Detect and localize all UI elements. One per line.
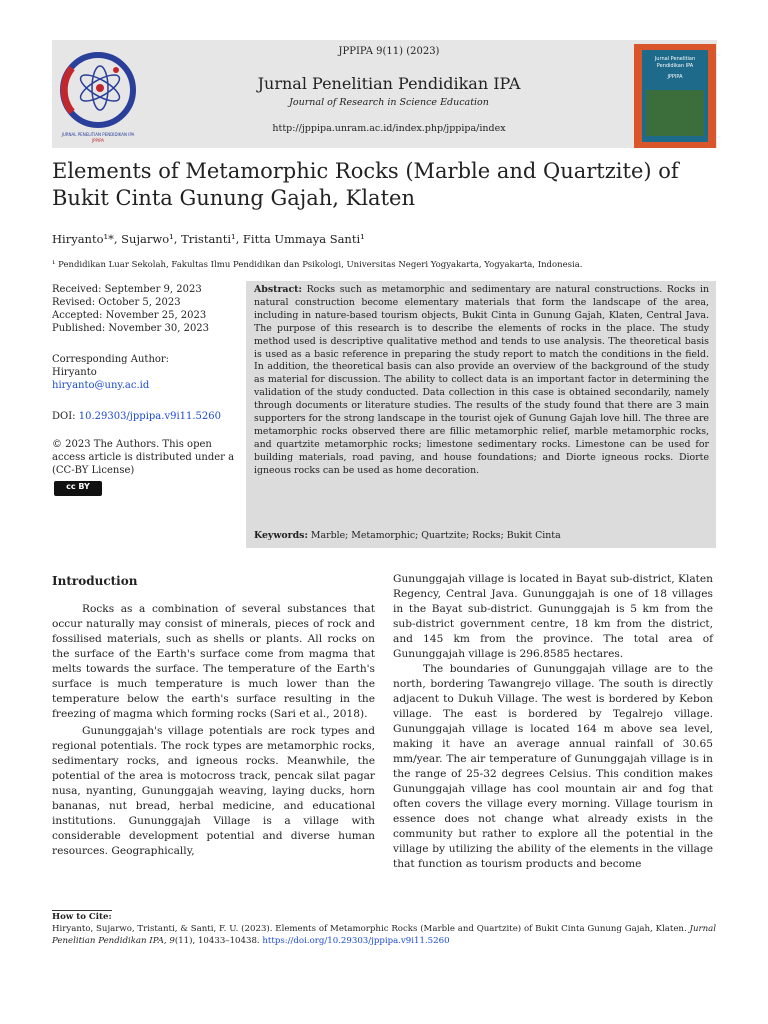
abstract-body: Rocks such as metamorphic and sedimentary are natural constructions. Rocks in natural construction become elementary materials that form the landscape of the area, including in nature-based tourism objects, Bukit Cinta in Gunung Gajah, Klaten, Central Java. The purpose of this research is to describe the elements of rocks in the place. The study method used is descriptive qualitative method and tends to use analysis. The theoretical basis is used as a basic reference in preparing the study report to match the conditions in the field. In addition, the theoretical basis can also provide an overview of the background of the study as material for discussion. The ability to collect data is an important factor in determining the validation of the study conducted. Data collection in this case is obtained secondarily, namely through documents or literature studies. The results of the study found that there are 3 main supporters for the strong landscape in the tourist ojek of Gunung Gajah love hill. The three are metamorphic rocks observed there are fillic metamorphic relief, marble metamorphic rocks, and quartzite metamorphic rocks; limestone sedimentary rocks. Limestone can be used for building materials, road paving, and house foundations; and Diorte igneous rocks. Diorte igneous rocks can be used as home decoration. <box>254 284 709 476</box>
paragraph: Gununggajah village is located in Bayat sub-district, Klaten Regency, Central Java. Gununggajah is one of 18 villages in the Bayat sub-district. Gununggajah is 5 km from the sub-district government centre, 18 km from the district, and 145 km from the province. The total area of Gununggajah village is 296.8585 hectares. <box>393 573 713 660</box>
received-date: Received: September 9, 2023 <box>52 284 202 295</box>
cover-sub: JPPIPA <box>667 74 683 80</box>
cite-doi-link[interactable]: https://doi.org/10.29303/jppipa.v9i11.5260 <box>262 936 450 946</box>
cite-text: Hiryanto, Sujarwo, Tristanti, & Santi, F. U. (2023). Elements of Metamorphic Rocks (Marble and Quartzite) of Bukit Cinta Gunung Gajah, Klaten. <box>52 924 690 934</box>
journal-subtitle: Journal of Research in Science Education <box>289 97 489 108</box>
keywords-list: Marble; Metamorphic; Quartzite; Rocks; Bukit Cinta <box>307 530 561 541</box>
corresponding-email-link[interactable]: hiryanto@uny.ac.id <box>52 380 150 391</box>
how-to-cite <box>52 911 716 947</box>
accepted-date: Accepted: November 25, 2023 <box>52 310 207 321</box>
cite-journal: Jurnal Penelitian Pendidikan IPA, 9 <box>52 924 716 946</box>
keywords <box>254 530 561 541</box>
journal-volume: JPPIPA 9(11) (2023) <box>338 46 440 57</box>
published-date: Published: November 30, 2023 <box>52 323 210 334</box>
cover-title: Jurnal Penelitian Pendidikan IPA <box>654 56 696 69</box>
cover-photo <box>646 90 704 136</box>
svg-text:JURNAL PENELITIAN PENDIDIKAN I: JURNAL PENELITIAN PENDIDIKAN IPA <box>61 132 135 137</box>
journal-cover <box>634 44 716 148</box>
doi-link[interactable]: 10.29303/jppipa.v9i11.5260 <box>78 411 222 422</box>
journal-name: Jurnal Penelitian Pendidikan IPA <box>257 74 521 93</box>
abstract-label: Abstract: <box>254 284 302 295</box>
body-column-left <box>52 602 375 859</box>
paragraph: The boundaries of Gununggajah village are to the north, bordering Tawangrejo village. The south is directly adjacent to Dukuh Village. The west is bordered by Kebon village. The east is bordered by Tegalrejo village. Gununggajah village is located 164 m above sea level, making it have an average annual rainfall of 30.65 mm/year. The air temperature of Gununggajah village is in the range of 25-32 degrees Celsius. This condition makes Gununggajah village has cool mountain air and fog that often covers the village every morning. Village tourism in essence does not change what already exists in the community but rather to explore all the potential in the village by utilizing the ability of the elements in the village that function as tourism products and become <box>393 663 713 870</box>
paragraph: Rocks as a combination of several substances that occur naturally may consist of minerals, pieces of rock and fossilised materials, such as shells or plants. All rocks on the surface of the Earth's surface come from magma that melts towards the surface. The temperature of the Earth's surface is much temperature is much lower than the temperature below the earth's surface resulting in the freezing of magma which forming rocks (Sari et al., 2018). <box>52 603 375 720</box>
revised-date: Revised: October 5, 2023 <box>52 297 181 308</box>
abstract-box <box>246 281 716 548</box>
authors: Hiryanto¹*, Sujarwo¹, Tristanti¹, Fitta Ummaya Santi¹ <box>52 232 365 246</box>
article-title: Elements of Metamorphic Rocks (Marble and Quartzite) of Bukit Cinta Gunung Gajah, Klaten <box>52 159 679 210</box>
paragraph: Gununggajah's village potentials are rock types and regional potentials. The rock types are metamorphic rocks, sedimentary rocks, and igneous rocks. Meanwhile, the potential of the area is motocross track, pencak silat pagar nusa, nyanting, Gununggajah weaving, laying ducks, horn bananas, nut bread, herbal medicine, and educational institutions. Gununggajah Village is a village with considerable development potential and diverse human resources. Geographically, <box>52 725 375 857</box>
abstract-text <box>254 284 709 478</box>
section-heading-introduction: Introduction <box>52 574 138 588</box>
journal-url[interactable]: http://jppipa.unram.ac.id/index.php/jppipa/index <box>272 123 506 134</box>
cite-label: How to Cite: <box>52 912 112 922</box>
doi-line <box>52 410 242 423</box>
corresponding-name: Hiryanto <box>52 367 97 378</box>
body-column-right <box>393 572 713 872</box>
article-dates <box>52 283 242 335</box>
affiliation: ¹ Pendidikan Luar Sekolah, Fakultas Ilmu Pendidikan dan Psikologi, Universitas Negeri Yogyakarta, Yogyakarta, Indonesia. <box>52 260 583 270</box>
keywords-label: Keywords: <box>254 530 308 541</box>
svg-text:JPPIPA: JPPIPA <box>91 138 105 143</box>
license-text: © 2023 The Authors. This open access article is distributed under a (CC-BY License) <box>52 439 235 476</box>
cc-by-icon: cc BY <box>66 482 90 491</box>
cc-by-badge[interactable] <box>54 481 102 496</box>
doi-label: DOI: <box>52 411 79 422</box>
cite-issue: (11), 10433–10438. <box>174 936 263 946</box>
journal-logo <box>52 40 144 148</box>
corresponding-label: Corresponding Author: <box>52 354 170 365</box>
corresponding-author <box>52 353 242 392</box>
